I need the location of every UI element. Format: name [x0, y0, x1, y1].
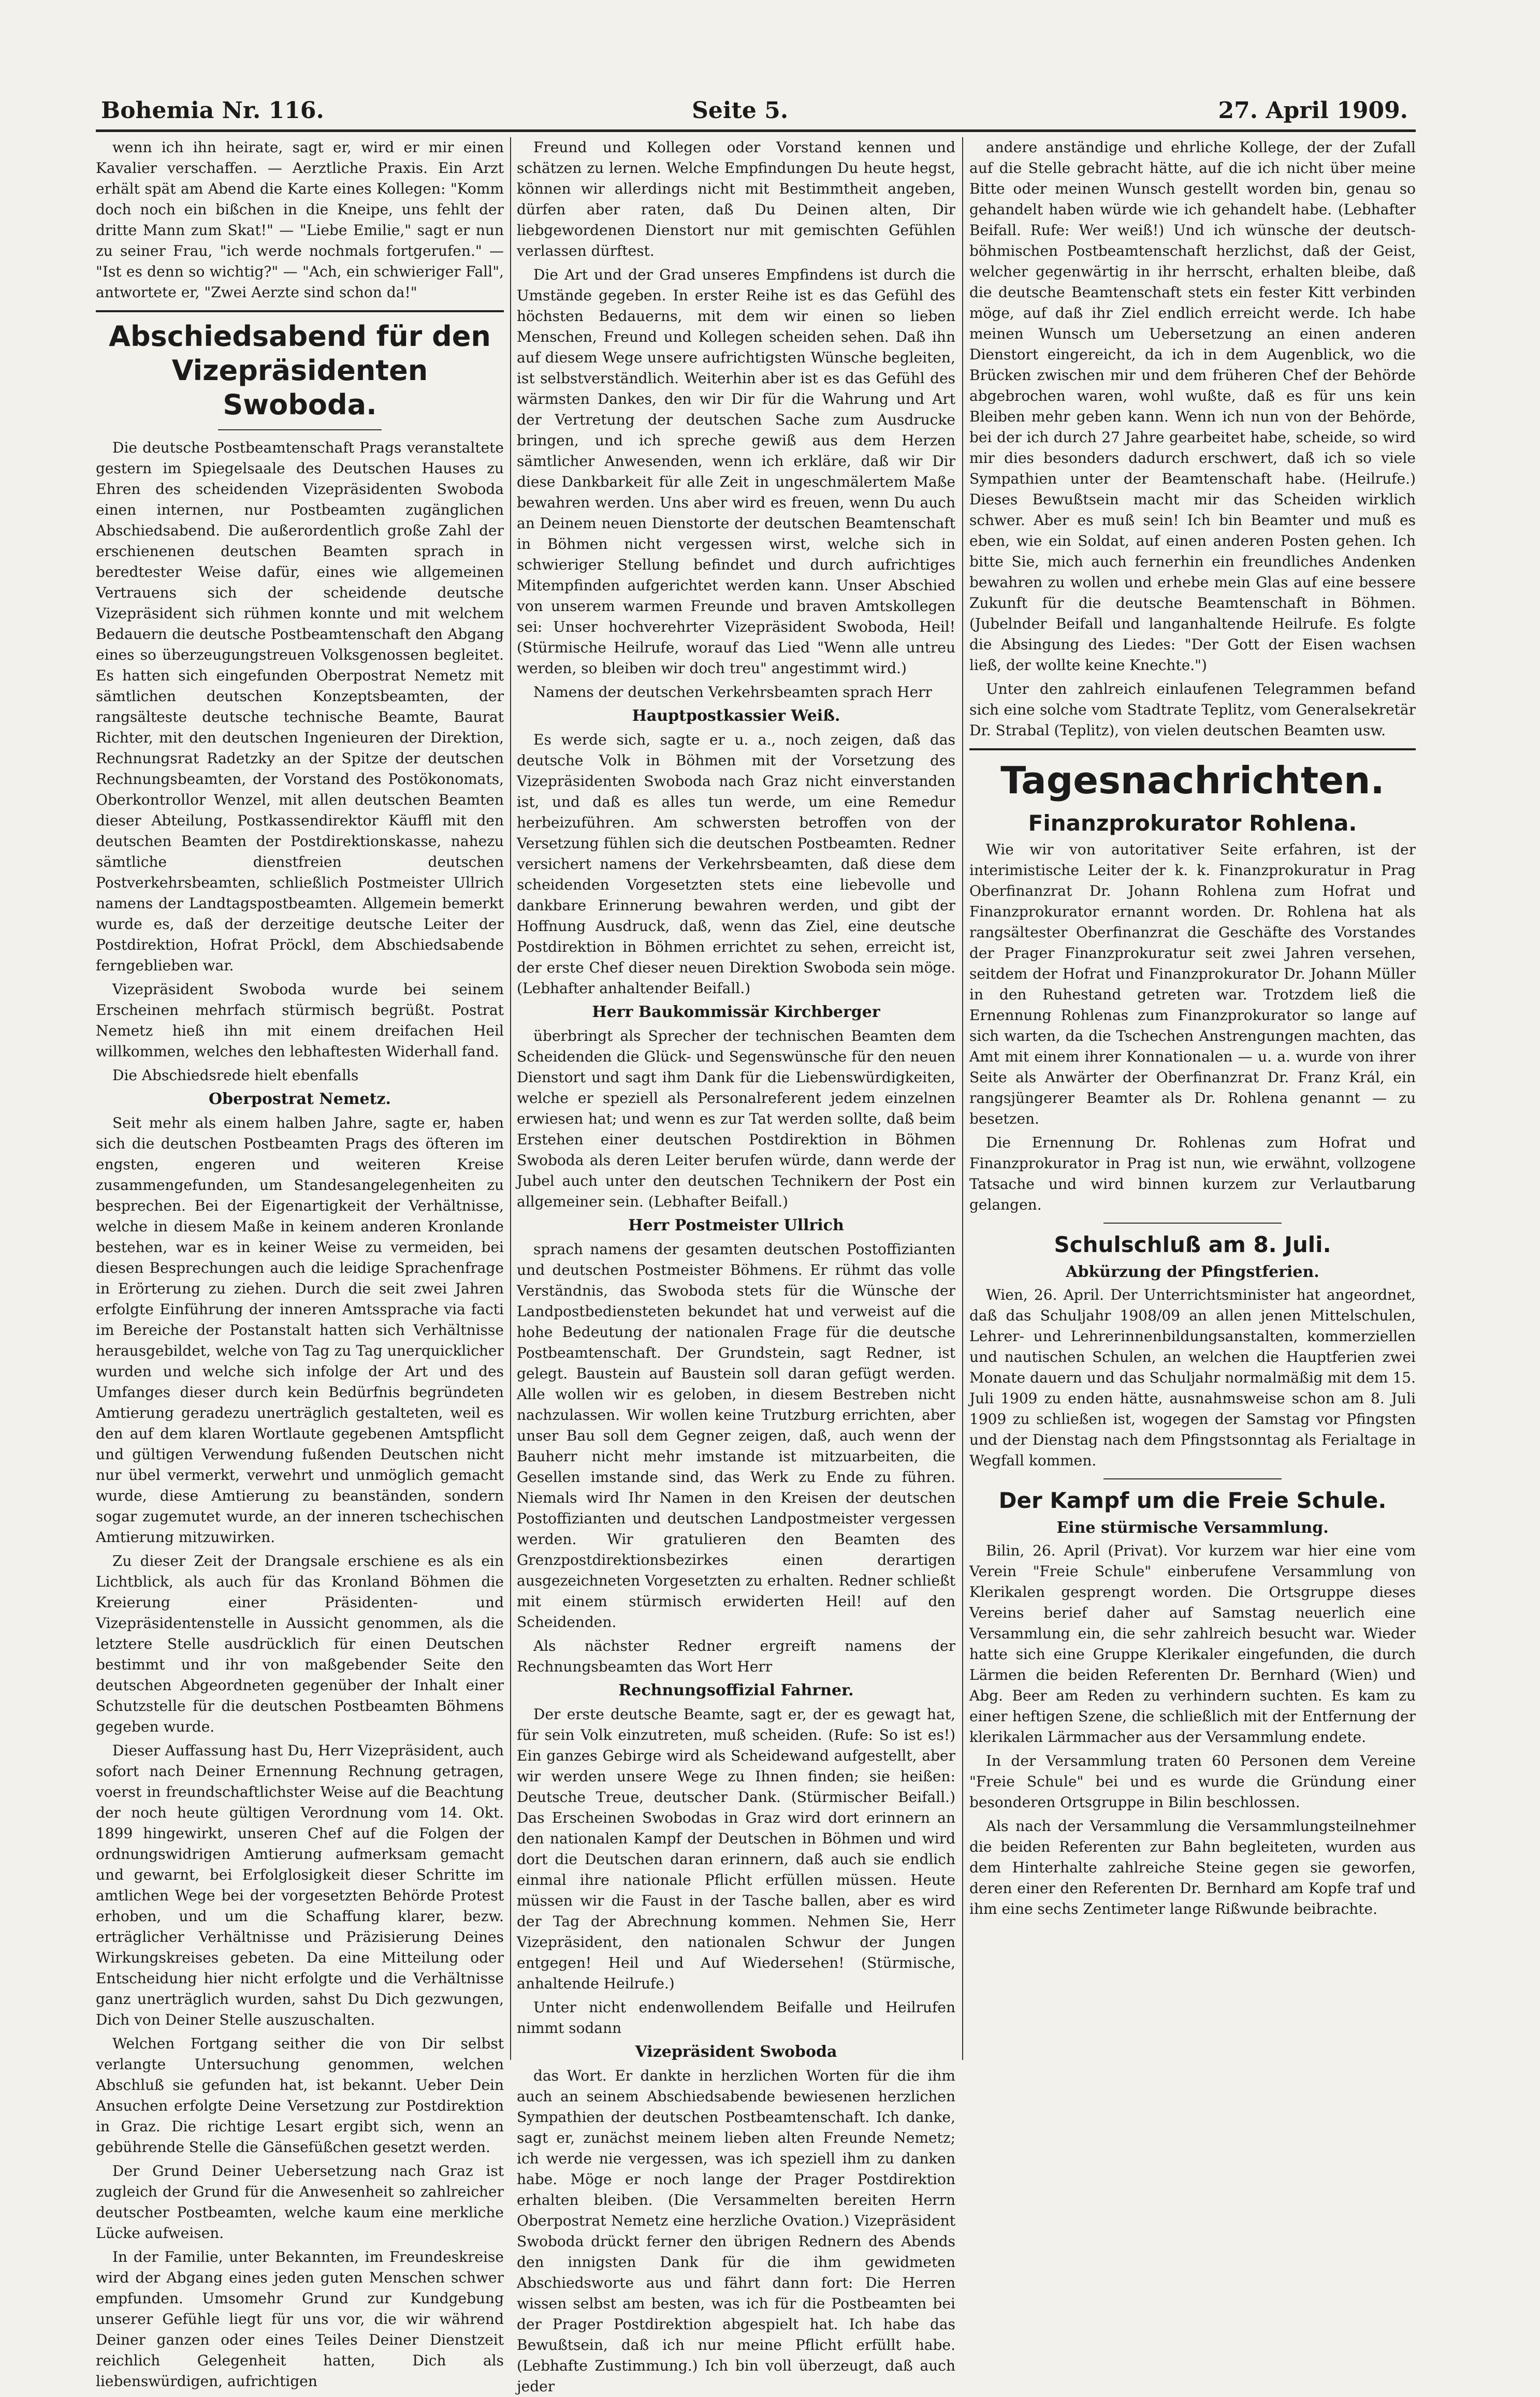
article-continuation: wenn ich ihn heirate, sagt er, wird er mir einen Kavalier verschaffen. — Aerztliche Praxis. Ein Arzt erhält spät am Abend die Karte eines Kollegen: "Komm doch noch ein bißchen in die Kneipe, uns fehlt der dritte Mann zum Skat!" — "Liebe Emilie," sagt er nun zu seiner Frau, "ich werde nochmals fortgerufen." — "Ist es denn so wichtig?" — "Ach, ein schwieriger Fall", antwortete er, "Zwei Aerzte sind schon da!" — [96, 139, 504, 301]
issue-number: Bohemia Nr. 116. — [101, 97, 324, 124]
column-2 — [517, 137, 955, 2395]
paragraph: Freund und Kollegen oder Vorstand kennen und schätzen zu lernen. Welche Empfindungen Du heute hegst, können wir allerdings nicht mit Bestimmtheit angeben, dürfen aber raten, daß Du Deinen alten, Dir liebgewordenen Dienstort nur mit gemischten Gefühlen verlassen dürftest. — [517, 139, 955, 259]
section-headline: Tagesnachrichten. — [1000, 759, 1385, 802]
paragraph: Bilin, 26. April (Privat). Vor kurzem war hier eine vom Verein "Freie Schule" einberufene Versammlung von Klerikalen gesprengt worden. Die Ortsgruppe dieses Vereins berief daher auf Samstag neuerlich eine Versammlung ein, die sehr zahlreich besucht war. Wieder hatte sich eine Gruppe Klerikaler eingefunden, die durch Lärmen die beiden Referenten Dr. Bernhard (Wien) und Abg. Beer am Reden zu verhindern suchten. Es kam zu einer heftigen Szene, die schließlich mit der Entfernung der klerikalen Lärmmacher aus der Versammlung endete. — [969, 1542, 1416, 1746]
divider — [1103, 1223, 1282, 1224]
divider — [218, 429, 381, 430]
page-header — [101, 92, 1408, 128]
speaker-name: Hauptpostkassier Weiß. — [632, 707, 840, 725]
paragraph: andere anständige und ehrliche Kollege, der der Zufall auf die Stelle gebracht hätte, auf die ich nicht über meine Bitte oder meinen Wunsch gestellt worden bin, genau so gehandelt haben würde wie ich gehandelt habe. (Lebhafter Beifall. Rufe: Wer weiß!) Und ich wünsche der deutsch-böhmischen Postbeamtenschaft herzlichst, daß der Geist, welcher gegenwärtig in ihr herrscht, erhalten bleibe, daß die deutsche Beamtenschaft stets ein fester Kitt verbinden möge, auf daß ihr Ziel endlich erreicht werde. Ich habe meinen Wunsch um Uebersetzung an einen anderen Dienstort eingereicht, da ich in dem Augenblick, wo die Brücken zwischen mir und dem früheren Chef der Behörde abgebrochen waren, wohl wußte, daß es für uns kein Bleiben mehr geben kann. Wenn ich nun von der Behörde, bei der ich durch 27 Jahre gearbeitet habe, scheide, so wird mir dies besonders dadurch erschwert, daß ich so viele Sympathien unter der Beamtenschaft habe. (Heilrufe.) Dieses Bewußtsein macht mir das Scheiden wirklich schwer. Aber es muß sein! Ich bin Beamter und muß es eben, wie ein Soldat, auf einen anderen Posten gehen. Ich bitte Sie, mich auch fernerhin ein freundliches Andenken bewahren zu wollen und erhebe mein Glas auf eine bessere Zukunft für die deutsche Beamtenschaft in Böhmen. (Jubelnder Beifall und langanhaltende Heilrufe. Es folgte die Absingung des Liedes: "Der Gott der Eisen wachsen ließ, der wollte keine Knechte.") — [969, 139, 1416, 674]
paragraph: Wien, 26. April. Der Unterrichtsminister hat angeordnet, daß das Schuljahr 1908/09 an allen jenen Mittelschulen, Lehrer- und Lehrerinnenbildungsanstalten, kommerziellen und nautischen Schulen, an welchen die Hauptferien zwei Monate dauern und das Schuljahr normalmäßig mit dem 15. Juli 1909 zu enden hätte, ausnahmsweise schon am 8. Juli 1909 zu schließen ist, wogegen der Samstag vor Pfingsten und der Dienstag nach dem Pfingstsonntag als Ferialtage in Wegfall kommen. — [969, 1286, 1416, 1469]
paragraph: Dieser Auffassung hast Du, Herr Vizepräsident, auch sofort nach Deiner Ernennung Rechnung getragen, voerst in freundschaftlichster Weise auf die Beachtung der noch heute gültigen Verordnung vom 14. Okt. 1899 hingewirkt, unseren Chef auf die Folgen der ordnungswidrigen Amtierung aufmerksam gemacht und gewarnt, bei Erfolglosigkeit dieser Schritte im amtlichen Wege bei der vorgesetzten Behörde Protest erhoben, und um die Schaffung klarer, bezw. erträglicher Verhältnisse und Präzisierung Deines Wirkungskreises gebeten. Da eine Mitteilung oder Entscheidung hier nicht erfolgte und die Verhältnisse ganz unerträglich wurden, sahst Du Dich gezwungen, Dich von Deiner Stelle auszuschalten. — [96, 1742, 504, 2028]
issue-date: 27. April 1909. — [1218, 97, 1408, 124]
page-number: Seite 5. — [692, 97, 789, 124]
paragraph: Zu dieser Zeit der Drangsale erschiene es als ein Lichtblick, als auch für das Kronland Böhmen die Kreierung einer Präsidenten- und Vizepräsidentenstelle in Aussicht genommen, als die letztere Stelle ausdrücklich für einen Deutschen bestimmt und ihr von maßgebender Seite den deutschen Abgeordneten gegenüber der Inhalt einer Schutzstelle für die deutschen Postbeamten Böhmens gegeben wurde. — [96, 1552, 504, 1735]
paragraph: Namens der deutschen Verkehrsbeamten sprach Herr — [533, 684, 932, 701]
paragraph: Der Grund Deiner Uebersetzung nach Graz ist zugleich der Grund für die Anwesenheit so zahlreicher deutscher Postbeamten, welche kaum eine merkliche Lücke aufweisen. — [96, 2162, 504, 2242]
header-rule — [96, 129, 1416, 132]
speaker-name: Rechnungsoffizial Fahrner. — [618, 1681, 854, 1699]
paragraph: Seit mehr als einem halben Jahre, sagte er, haben sich die deutschen Postbeamten Prags des öfteren im engsten, engeren und weiteren Kreise zusammengefunden, um Standesangelegenheiten zu besprechen. Bei der Eigenartigkeit der Verhältnisse, welche in diesem Maße in keinem anderen Kronlande bestehen, war es in keiner Weise zu vermeiden, bei diesen Besprechungen auch die leidige Sprachenfrage in Erörterung zu ziehen. Durch die seit zwei Jahren erfolgte Einführung der inneren Amtssprache via facti im Bereiche der Postanstalt hatten sich Verhältnisse herausgebildet, welche von Tag zu Tag unerquicklicher wurden und welche sich infolge der Art und des Umfanges dieser durch kein Bedürfnis begründeten Amtierung geradezu unerträglich gestalteten, weil es den auf dem klaren Wortlaute gegebenen Amtspflicht und gültigen Verwendung fußenden Deutschen nicht nur übel vermerkt, verwehrt und unmöglich gemacht wurde, diese Amtierung zu beanständen, sondern sogar zugemutet wurde, an der inneren tschechischen Amtierung mitzuwirken. — [96, 1114, 504, 1546]
paragraph: Als nächster Redner ergreift namens der Rechnungsbeamten das Wort Herr — [517, 1637, 955, 1675]
speaker-name: Herr Postmeister Ullrich — [628, 1216, 844, 1234]
paragraph: In der Familie, unter Bekannten, im Freundeskreise wird der Abgang eines jeden guten Menschen schwer empfunden. Umsomehr Grund zur Kundgebung unserer Gefühle liegt für uns vor, die wir während Deiner ganzen oder eines Teiles Deiner Dienstzeit reichlich Gelegenheit hatten, Dich als liebenswürdigen, aufrichtigen — [96, 2248, 504, 2390]
paragraph: Unter den zahlreich einlaufenen Telegrammen befand sich eine solche vom Stadtrate Teplitz, vom Generalsekretär Dr. Strabal (Teplitz), von vielen deutschen Beamten usw. — [969, 680, 1416, 739]
article-subheadline: Eine stürmische Versammlung. — [1056, 1519, 1329, 1537]
paragraph: Die deutsche Postbeamtenschaft Prags veranstaltete gestern im Spiegelsaale des Deutschen Hauses zu Ehren des scheidenden Vizepräsidenten Swoboda einen internen, nur Postbeamten zugänglichen Abschiedsabend. Die außerordentlich große Zahl der erschienenen deutschen Beamten sprach in beredtester Weise dafür, eines wie allgemeinen Vertrauens sich der scheidende deutsche Vizepräsident sich rühmen konnte und mit welchem Bedauern die deutsche Postbeamtenschaft den Abgang eines so überzeugungstreuen Volksgenossen begleitet. Es hatten sich eingefunden Oberpostrat Nemetz mit sämtlichen deutschen Konzeptsbeamten, der rangsälteste deutsche technische Beamte, Baurat Richter, mit den deutschen Ingenieuren der Direktion, Rechnungsrat Radetzky an der Spitze der deutschen Rechnungsbeamten, der Vorstand des Postökonomats, Oberkontrollor Wenzel, mit allen deutschen Beamten dieser Abteilung, Postkassendirektor Käuffl mit den deutschen Beamten der Postdirektionskasse, nahezu sämtliche dienstfreien deutschen Postverkehrsbeamten, schließlich Postmeister Ullrich namens der Landtagspostbeamten. Allgemein bemerkt wurde es, daß der derzeitige deutsche Leiter der Postdirektion, Hofrat Pröckl, dem Abschiedsabende ferngeblieben war. — [96, 439, 504, 974]
paragraph: sprach namens der gesamten deutschen Postoffizianten und deutschen Postmeister Böhmens. Er rühmt das volle Verständnis, das Swoboda stets für die Wünsche der Landpostbediensteten bekundet hat und verweist auf die hohe Bedeutung der nationalen Frage für die deutsche Postbeamtenschaft. Der Grundstein, sagt Redner, ist gelegt. Baustein auf Baustein soll daran gefügt werden. Alle wollen wir es geloben, in diesem Bestreben nicht nachzulassen. Wir wollen keine Trutzburg errichten, aber unser Bau soll dem Gegner zeigen, daß, auch wenn der Bauherr nicht mehr imstande ist mitzuarbeiten, die Gesellen imstande sind, das Werk zu Ende zu führen. Niemals wird Ihr Namen in den Kreisen der deutschen Postoffizianten und deutschen Landpostmeister vergessen werden. Wir gratulieren den Beamten des Grenzpostdirektionsbezirkes einen derartigen ausgezeichneten Vorgesetzten zu erhalten. Redner schließt mit einem stürmisch erwiderten Heil! auf den Scheidenden. — [517, 1241, 955, 1631]
speaker-name: Vizepräsident Swoboda — [635, 2043, 837, 2061]
paragraph: überbringt als Sprecher der technischen Beamten dem Scheidenden die Glück- und Segenswünsche für den neuen Dienstort und sagt ihm Dank für die Liebenswürdigkeiten, welche er speziell als Personalreferent jedem einzelnen erwiesen hat; und wenn es zur Tat werden sollte, daß beim Erstehen einer deutschen Postdirektion in Böhmen Swoboda als deren Leiter berufen würde, dann werde der Jubel auch unter den deutschen Technikern der Post ein allgemeiner sein. (Lebhafter Beifall.) — [517, 1027, 955, 1210]
paragraph: Der erste deutsche Beamte, sagt er, der es gewagt hat, für sein Volk einzutreten, muß scheiden. (Rufe: So ist es!) Ein ganzes Gebirge wird als Scheidewand aufgestellt, aber wir werden unsere Wege zu Ihnen finden; sie heißen: Deutsche Treue, deutscher Dank. (Stürmischer Beifall.) Das Erscheinen Swobodas in Graz wird dort erinnern an den nationalen Kampf der Deutschen in Böhmen und wird dort die Deutschen daran erinnern, daß auch sie endlich einmal ihre nationale Pflicht erfüllen müssen. Heute müssen wir die Faust in der Tasche ballen, aber es wird der Tag der Abrechnung kommen. Nehmen Sie, Herr Vizepräsident, den nationalen Schwur der Jungen entgegen! Heil und Auf Wiedersehen! (Stürmische, anhaltende Heilrufe.) — [517, 1706, 955, 1992]
paragraph: Die Ernennung Dr. Rohlenas zum Hofrat und Finanzprokurator in Prag ist nun, wie erwähnt, vollzogene Tatsache und wird binnen kurzem zur Verlautbarung gelangen. — [969, 1134, 1416, 1213]
paragraph: Welchen Fortgang seither die von Dir selbst verlangte Untersuchung genommen, welchen Abschluß sie gefunden hat, ist bekannt. Ueber Dein Ansuchen erfolgte Deine Versetzung zur Postdirektion in Graz. Die richtige Lesart ergibt sich, wenn an gebührende Stelle die Gänsefüßchen gesetzt werden. — [96, 2035, 504, 2156]
paragraph: Vizepräsident Swoboda wurde bei seinem Erscheinen mehrfach stürmisch begrüßt. Postrat Nemetz hieß ihn mit einem dreifachen Heil willkommen, welches den lebhaftesten Widerhall fand. — [96, 981, 504, 1060]
article-subheadline: Abkürzung der Pfingstferien. — [1066, 1263, 1319, 1281]
paragraph: das Wort. Er dankte in herzlichen Worten für die ihm auch an seinem Abschiedsabende bewiesenen herzlichen Sympathien der deutschen Postbeamtenschaft. Ich danke, sagt er, zunächst meinem lieben alten Freunde Nemetz; ich werde nie vergessen, was ich speziell ihm zu danken habe. Möge er noch lange der Prager Postdirektion erhalten bleiben. (Die Versammelten bereiten Herrn Oberpostrat Nemetz eine herzliche Ovation.) Vizepräsident Swoboda drückt ferner den übrigen Rednern des Abends den innigsten Dank für die ihm gewidmeten Abschiedsworte aus und fährt dann fort: Die Herren wissen selbst am besten, was ich für die Postbeamten bei der Prager Postdirektion abgespielt hat. Ich habe das Bewußtsein, daß ich nur meine Pflicht erfüllt habe. (Lebhafte Zustimmung.) Ich bin voll überzeugt, daß auch jeder — [517, 2067, 955, 2395]
column-divider — [962, 137, 963, 2060]
article-headline: Schulschluß am 8. Juli. — [1054, 1232, 1331, 1257]
paragraph: Es werde sich, sagte er u. a., noch zeigen, daß das deutsche Volk in Böhmen mit der Vorsetzung des Vizepräsidenten Swoboda nach Graz nicht einverstanden ist, und daß es alles tun werde, um eine Remedur herbeizuführen. Am schwersten betroffen von der Versetzung fühlen sich die deutschen Postbeamten. Redner versichert namens der Verkehrsbeamten, daß diese dem scheidenden Vorgesetzten stets eine liebevolle und dankbare Erinnerung bewahren werden, und gibt der Hoffnung Ausdruck, daß, wenn das Ziel, eine deutsche Postdirektion in Böhmen errichtet zu sehen, erreicht ist, der erste Chef dieser neuen Direktion Swoboda sein möge. (Lebhafter anhaltender Beifall.) — [517, 731, 955, 997]
speaker-name: Oberpostrat Nemetz. — [209, 1090, 391, 1108]
paragraph: Die Abschiedsrede hielt ebenfalls — [112, 1067, 359, 1084]
article-headline: Finanzprokurator Rohlena. — [1028, 810, 1357, 836]
article-headline: Abschiedsabend für den Vizepräsidenten Swoboda. — [109, 320, 491, 421]
column-3 — [969, 137, 1416, 2060]
paragraph: Wie wir von autoritativer Seite erfahren, ist der interimistische Leiter der k. k. Finanzprokuratur in Prag Oberfinanzrat Dr. Johann Rohlena zum Hofrat und Finanzprokurator ernannt worden. Dr. Rohlena hat als rangsältester Oberfinanzrat die Geschäfte des Vorstandes der Prager Finanzprokuratur seit zwei Jahren versehen, seitdem der Hofrat und Finanzprokurator Dr. Johann Müller in den Ruhestand getreten war. Trotzdem ließ die Ernennung Rohlenas zum Finanzprokurator so lange auf sich warten, da die Tschechen Anstrengungen machten, das Amt mit einem ihrer Konnationalen — u. a. wurde von ihrer Seite als Anwärter der Oberfinanzrat Dr. Franz Král, ein rangsjüngerer Beamter als Dr. Rohlena genannt — zu besetzen. — [969, 841, 1416, 1127]
section-rule — [969, 748, 1416, 750]
paragraph: Unter nicht endenwollendem Beifalle und Heilrufen nimmt sodann — [517, 1999, 955, 2037]
column-1 — [96, 137, 504, 2390]
divider — [1103, 1478, 1282, 1479]
speaker-name: Herr Baukommissär Kirchberger — [592, 1003, 880, 1021]
section-rule — [96, 310, 504, 312]
paragraph: In der Versammlung traten 60 Personen dem Vereine "Freie Schule" bei und es wurde die Gründung einer besonderen Ortsgruppe in Bilin beschlossen. — [969, 1752, 1416, 1811]
paragraph: Als nach der Versammlung die Versammlungsteilnehmer die beiden Referenten zur Bahn begleiteten, wurden aus dem Hinterhalte zahlreiche Steine gegen sie geworfen, deren einer den Referenten Dr. Bernhard am Kopfe traf und ihm eine sechs Zentimeter lange Rißwunde beibrachte. — [969, 1818, 1416, 1917]
paragraph: Die Art und der Grad unseres Empfindens ist durch die Umstände gegeben. In erster Reihe ist es das Gefühl des höchsten Bedauerns, mit dem wir einen so lieben Menschen, Freund und Kollegen scheiden sehen. Daß ihn auf diesem Wege unsere aufrichtigsten Wünsche begleiten, ist selbstverständlich. Weiterhin aber ist es das Gefühl des wärmsten Dankes, den wir Dir für die Wahrung und Art der Vertretung der deutschen Sache zum Ausdrucke bringen, und ich spreche gewiß aus dem Herzen sämtlicher Anwesenden, wenn ich erkläre, daß wir Dir diese Dankbarkeit für alle Zeit in ungeschmälertem Maße bewahren werden. Uns aber wird es freuen, wenn Du auch an Deinem neuen Dienstorte der deutschen Beamtenschaft in Böhmen nicht vergessen wirst, welche sich in schwieriger Stellung befindet und durch aufrichtiges Mitempfinden aufgerichtet werden kann. Unser Abschied von unserem warmen Freunde und braven Amtskollegen sei: Unser hochverehrter Vizepräsident Swoboda, Heil! (Stürmische Heilrufe, worauf das Lied "Wenn alle untreu werden, so bleiben wir doch treu" angestimmt wird.) — [517, 266, 955, 677]
column-divider — [510, 137, 511, 2060]
article-headline: Der Kampf um die Freie Schule. — [998, 1488, 1387, 1513]
